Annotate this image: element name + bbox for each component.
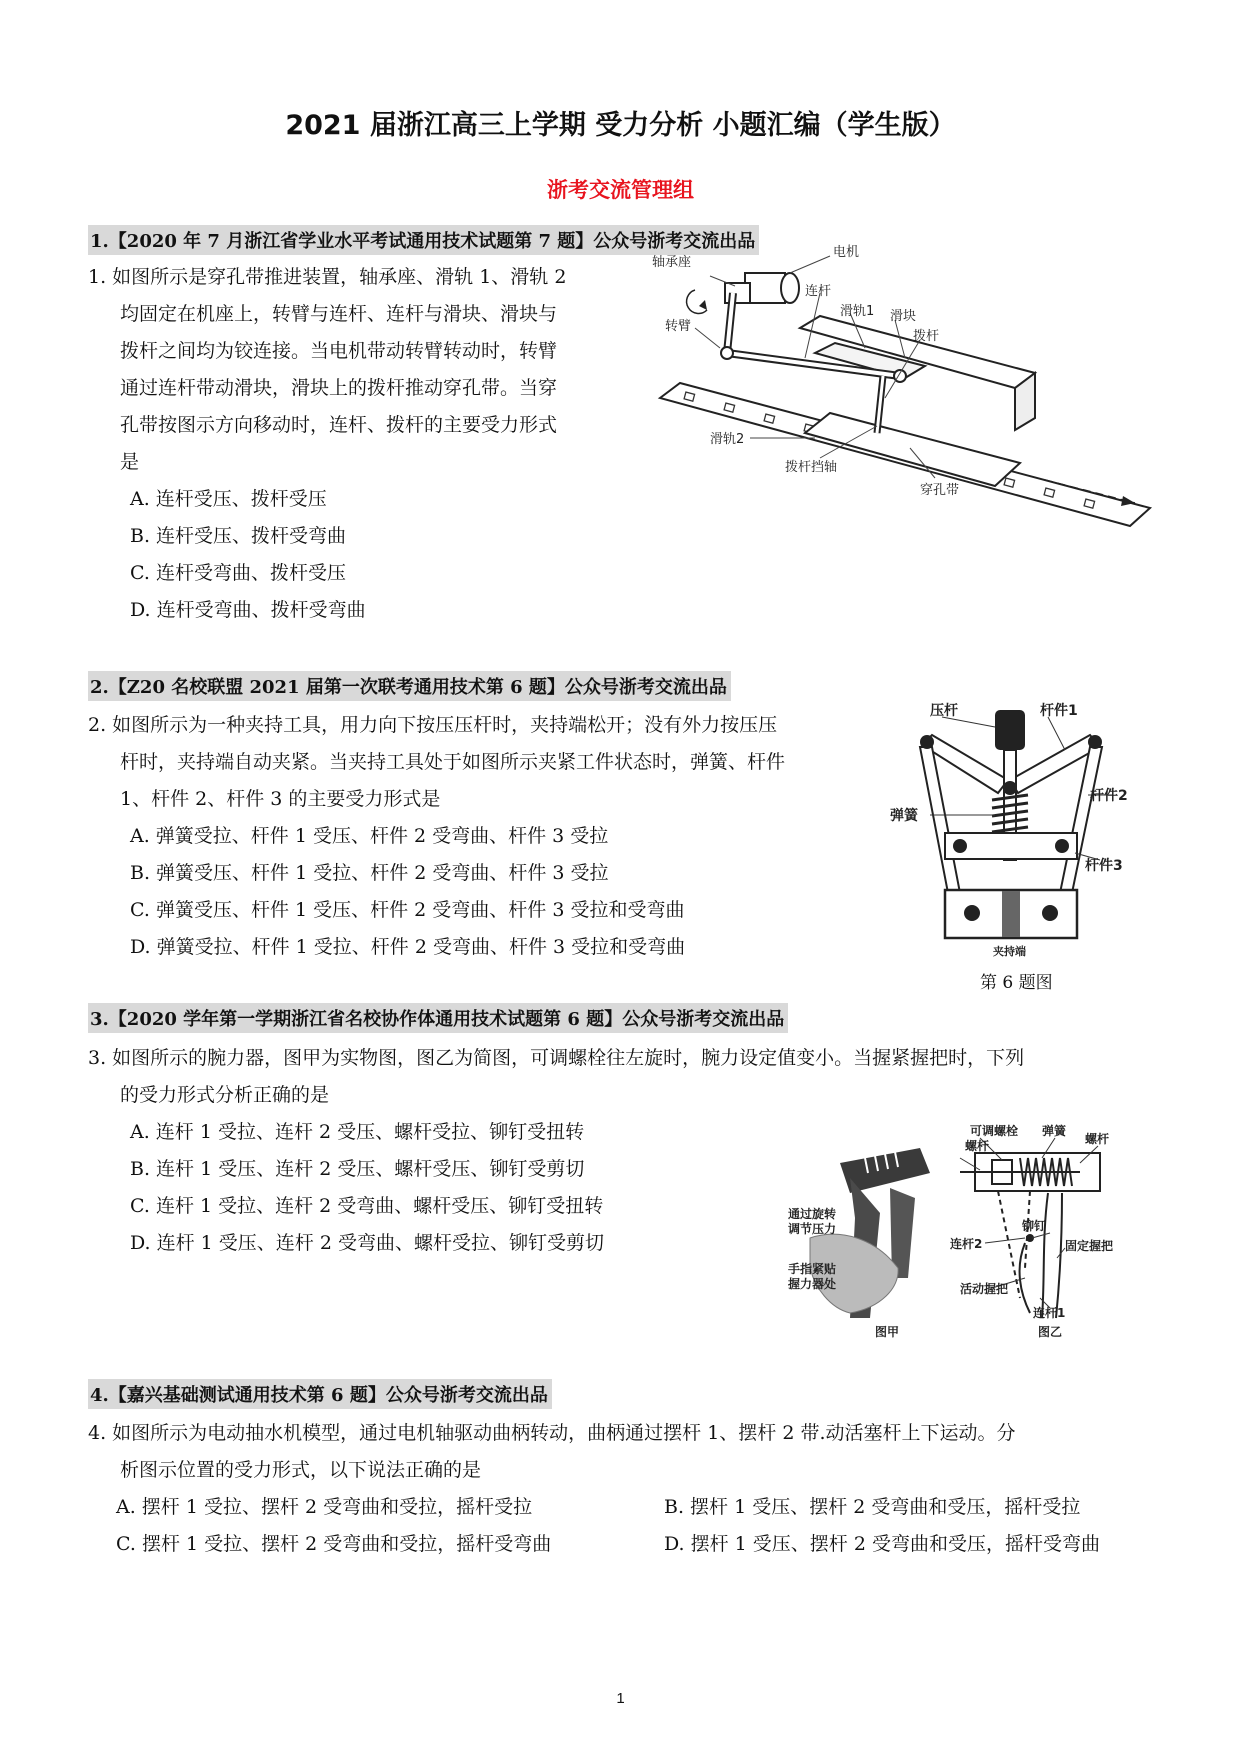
q4-option-b: B. 摆杆 1 受压、摆杆 2 受弯曲和受压，摇杆受拉 xyxy=(664,1496,1081,1518)
q3-stem-line: 的受力形式分析正确的是 xyxy=(120,1084,330,1106)
q3-option-a: A. 连杆 1 受拉、连杆 2 受压、螺杆受拉、铆钉受扭转 xyxy=(130,1121,585,1143)
q3-option-b: B. 连杆 1 受压、连杆 2 受压、螺杆受压、铆钉受剪切 xyxy=(130,1158,585,1180)
label-connecting-rod: 连杆 xyxy=(805,284,832,299)
q1-header: 1.【2020 年 7 月浙江省学业水平考试通用技术试题第 7 题】公众号浙考交流出品 xyxy=(88,225,759,255)
q2-stem-line: 2. 如图所示为一种夹持工具，用力向下按压压杆时，夹持端松开；没有外力按压压 xyxy=(88,714,778,736)
q1-option-b: B. 连杆受压、拨杆受弯曲 xyxy=(130,525,347,547)
label-grip-location: 握力器处 xyxy=(788,1277,837,1291)
label-adjustable-bolt: 可调螺栓 xyxy=(970,1124,1019,1138)
q1-stem-line: 是 xyxy=(120,451,140,473)
q1-stem-line: 均固定在机座上，转臂与连杆、连杆与滑块、滑块与 xyxy=(120,303,558,325)
label-bearing-seat: 轴承座 xyxy=(652,255,692,270)
label-slide-rail-2: 滑轨2 xyxy=(710,432,745,447)
q2-option-b: B. 弹簧受压、杆件 1 受拉、杆件 2 受弯曲、杆件 3 受拉 xyxy=(130,862,609,884)
page-title: 2021 届浙江高三上学期 受力分析 小题汇编（学生版） xyxy=(285,110,956,141)
q1-stem-line: 拨杆之间均为铰连接。当电机带动转臂转动时，转臂 xyxy=(120,340,558,362)
label-link-3: 杆件3 xyxy=(1085,858,1123,874)
q2-option-c: C. 弹簧受压、杆件 1 受压、杆件 2 受弯曲、杆件 3 受拉和受弯曲 xyxy=(130,899,685,921)
label-press-rod: 压杆 xyxy=(930,703,958,719)
label-link-1: 连杆1 xyxy=(1033,1306,1066,1320)
q1-option-d: D. 连杆受弯曲、拨杆受弯曲 xyxy=(130,599,366,621)
label-link-2: 杆件2 xyxy=(1090,788,1128,804)
page-number: 1 xyxy=(616,1690,625,1707)
q1-stem-line: 1. 如图所示是穿孔带推进装置，轴承座、滑轨 1、滑轨 2 xyxy=(88,266,567,288)
label-adjust-pressure: 调节压力 xyxy=(788,1222,837,1236)
q4-option-d: D. 摆杆 1 受压、摆杆 2 受弯曲和受压，摇杆受弯曲 xyxy=(664,1533,1100,1555)
label-slider: 滑块 xyxy=(890,309,917,324)
label-slide-rail-1: 滑轨1 xyxy=(840,304,875,319)
label-screw-rod-left: 螺杆 xyxy=(965,1139,990,1153)
q1-stem-line: 孔带按图示方向移动时，连杆、拨杆的主要受力形式 xyxy=(120,414,558,436)
q4-option-a: A. 摆杆 1 受拉、摆杆 2 受弯曲和受拉，摇杆受拉 xyxy=(116,1496,533,1518)
q3-option-d: D. 连杆 1 受压、连杆 2 受弯曲、螺杆受拉、铆钉受剪切 xyxy=(130,1232,604,1254)
label-movable-handle: 活动握把 xyxy=(960,1282,1009,1296)
label-fixed-handle: 固定握把 xyxy=(1065,1239,1114,1253)
q1-option-c: C. 连杆受弯曲、拨杆受压 xyxy=(130,562,346,584)
label-figure-a: 图甲 xyxy=(875,1325,900,1339)
label-pusher: 拨杆 xyxy=(913,329,940,344)
q4-stem-line: 4. 如图所示为电动抽水机模型，通过电机轴驱动曲柄转动，曲柄通过摆杆 1、摆杆 2 带.动活塞杆上下运动。分 xyxy=(88,1422,1016,1444)
label-link-1: 杆件1 xyxy=(1040,703,1078,719)
label-rotating-arm: 转臂 xyxy=(665,319,692,334)
q3-option-c: C. 连杆 1 受拉、连杆 2 受弯曲、螺杆受压、铆钉受扭转 xyxy=(130,1195,604,1217)
label-clamp-end: 夹持端 xyxy=(993,945,1026,958)
label-punched-tape: 穿孔带 xyxy=(920,483,960,498)
q4-option-c: C. 摆杆 1 受拉、摆杆 2 受弯曲和受拉，摇杆受弯曲 xyxy=(116,1533,552,1555)
label-link-2: 连杆2 xyxy=(950,1237,983,1251)
q1-option-a: A. 连杆受压、拨杆受压 xyxy=(130,488,327,510)
q2-option-a: A. 弹簧受拉、杆件 1 受压、杆件 2 受弯曲、杆件 3 受拉 xyxy=(130,825,609,847)
label-spring: 弹簧 xyxy=(890,808,918,824)
q2-figure-clamp-tool xyxy=(890,705,1140,960)
q2-option-d: D. 弹簧受拉、杆件 1 受拉、杆件 2 受弯曲、杆件 3 受拉和受弯曲 xyxy=(130,936,686,958)
q4-stem-line: 析图示位置的受力形式，以下说法正确的是 xyxy=(120,1459,482,1481)
label-figure-b: 图乙 xyxy=(1038,1325,1063,1339)
q3-figure-wrist-grip xyxy=(780,1118,1150,1343)
q3-header: 3.【2020 学年第一学期浙江省名校协作体通用技术试题第 6 题】公众号浙考交流出品 xyxy=(88,1003,788,1033)
q2-header: 2.【Z20 名校联盟 2021 届第一次联考通用技术第 6 题】公众号浙考交流出品 xyxy=(88,671,731,701)
q4-header: 4.【嘉兴基础测试通用技术第 6 题】公众号浙考交流出品 xyxy=(88,1379,552,1409)
label-pusher-stop-shaft: 拨杆挡轴 xyxy=(785,460,838,475)
q1-figure-punched-tape-feeder xyxy=(652,245,1165,548)
q2-stem-line: 1、杆件 2、杆件 3 的主要受力形式是 xyxy=(120,788,441,810)
q1-stem-line: 通过连杆带动滑块，滑块上的拨杆推动穿孔带。当穿 xyxy=(120,377,558,399)
label-fingers-press: 手指紧贴 xyxy=(788,1262,837,1276)
q2-figure-caption: 第 6 题图 xyxy=(980,973,1053,993)
label-screw-rod-right: 螺杆 xyxy=(1085,1132,1110,1146)
label-rotate-to: 通过旋转 xyxy=(788,1207,837,1221)
q3-stem-line: 3. 如图所示的腕力器，图甲为实物图，图乙为简图，可调螺栓往左旋时，腕力设定值变小。当握紧握把时，下列 xyxy=(88,1047,1025,1069)
label-motor: 电机 xyxy=(833,245,860,260)
q2-stem-line: 杆时，夹持端自动夹紧。当夹持工具处于如图所示夹紧工件状态时，弹簧、杆件 xyxy=(120,751,786,773)
label-rivet: 铆钉 xyxy=(1022,1219,1047,1233)
page-subtitle: 浙考交流管理组 xyxy=(547,178,694,202)
label-spring: 弹簧 xyxy=(1042,1124,1067,1138)
